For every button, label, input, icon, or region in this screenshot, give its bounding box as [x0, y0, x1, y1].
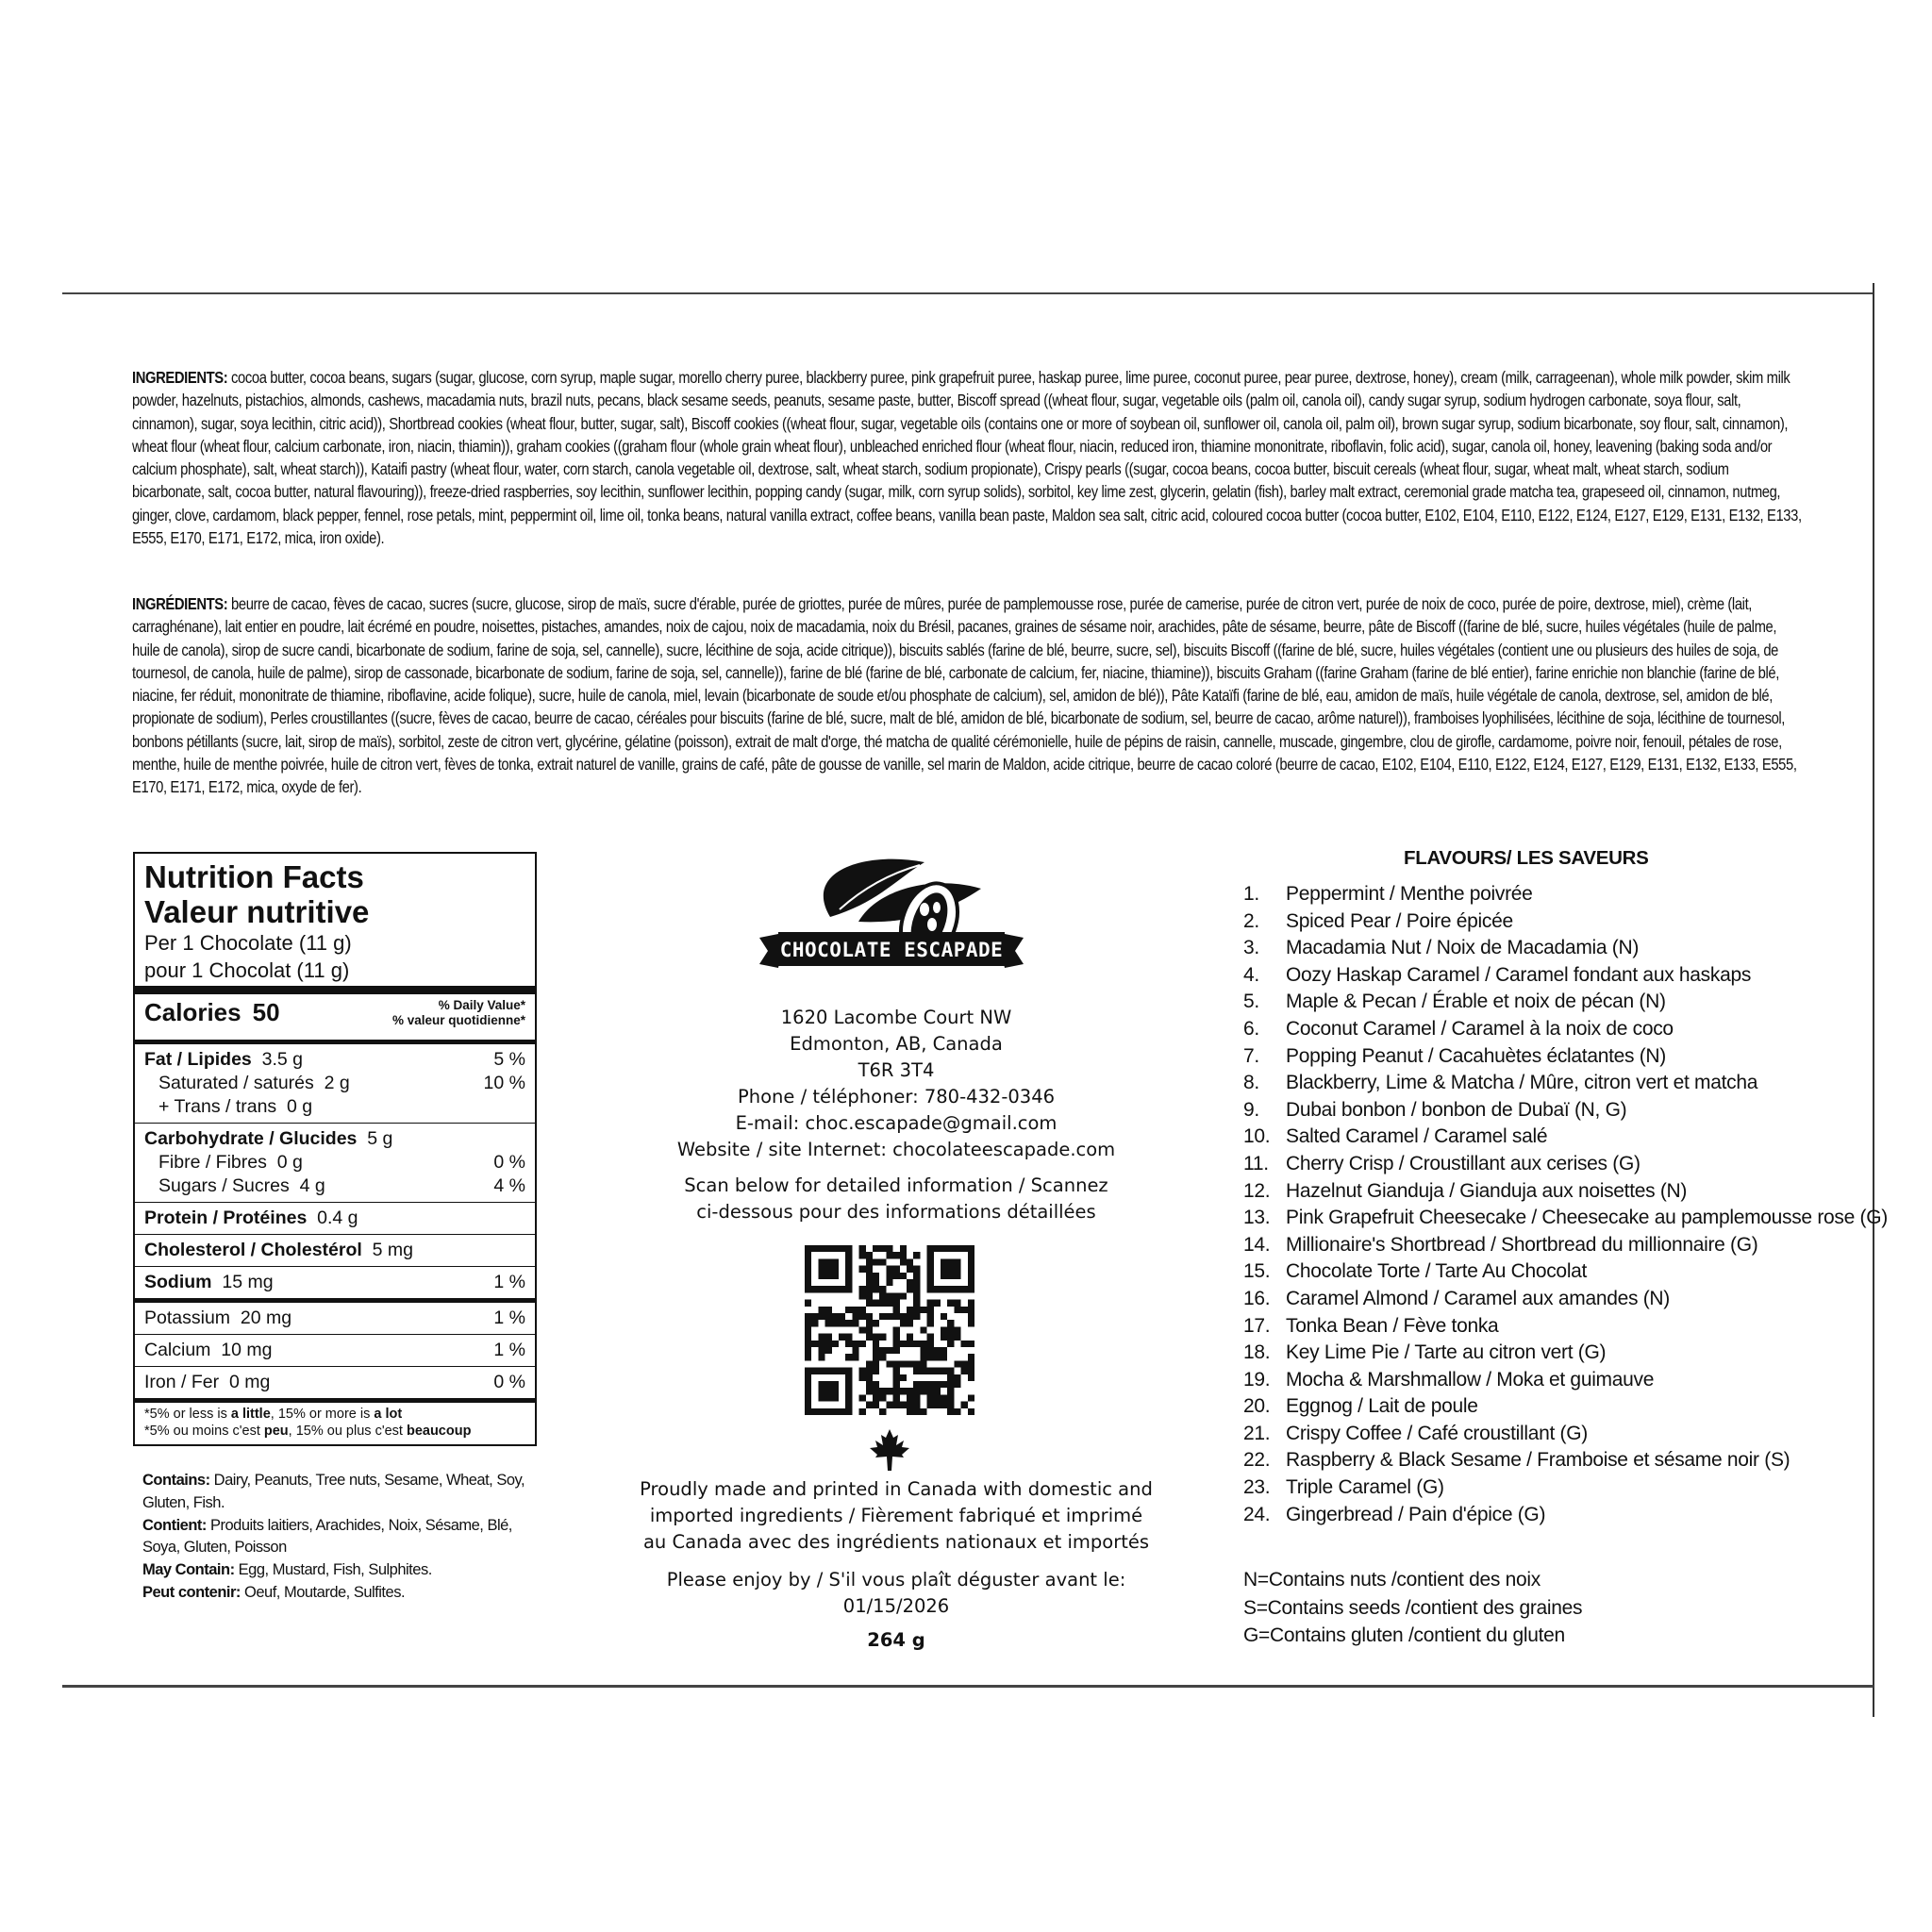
flavour-item: [1243, 1421, 1904, 1448]
address-line-2: Edmonton, AB, Canada: [790, 1033, 1003, 1055]
ingredients-english: [132, 366, 1804, 549]
flavour-name: Eggnog / Lait de poule: [1286, 1395, 1478, 1418]
flavour-name: Triple Caramel (G): [1286, 1476, 1444, 1499]
flavour-number: 6.: [1243, 1017, 1259, 1040]
bottom-edge-line: [62, 1685, 1874, 1688]
flavour-number: 16.: [1243, 1287, 1271, 1309]
top-edge-line: [62, 292, 1874, 294]
flavour-number: 22.: [1243, 1449, 1271, 1472]
flavour-item: [1243, 1070, 1904, 1097]
flavour-name: Key Lime Pie / Tarte au citron vert (G): [1286, 1341, 1607, 1364]
daily-value-header-en: % Daily Value*: [438, 998, 525, 1012]
nutrient-row: Fibre / Fibres 0 g 0 %: [158, 1152, 525, 1173]
made-in-canada: [623, 1476, 1170, 1654]
flavour-number: 5.: [1243, 991, 1259, 1013]
flavour-name: Raspberry & Black Sesame / Framboise et sésame noir (S): [1286, 1449, 1790, 1472]
flavour-name: Mocha & Marshmallow / Moka et guimauve: [1286, 1368, 1655, 1391]
flavour-item: [1243, 1367, 1904, 1394]
flavours-list: [1243, 881, 1904, 1528]
flavour-item: [1243, 962, 1904, 990]
flavour-number: 24.: [1243, 1503, 1271, 1525]
flavour-legend: [1243, 1566, 1582, 1650]
flavour-item: [1243, 1502, 1904, 1529]
address-line-1: 1620 Lacombe Court NW: [780, 1007, 1012, 1028]
nutrient-row: Saturated / saturés 2 g 10 %: [158, 1073, 525, 1093]
maple-leaf-icon: [870, 1429, 909, 1471]
flavour-name: Maple & Pecan / Érable et noix de pécan (N): [1286, 991, 1666, 1013]
nutrient-row: Sodium 15 mg 1 %: [144, 1272, 525, 1292]
nutrient-row: Iron / Fer 0 mg 0 %: [144, 1372, 525, 1392]
company-info: [623, 1005, 1170, 1225]
flavour-number: 8.: [1243, 1072, 1259, 1094]
ingredients-fr-text: beurre de cacao, fèves de cacao, sucres (sucre, glucose, sirop de maïs, sucre d'érable, purée de griottes, purée de mûres, purée de pamplemousse rose, purée de camerise, purée de citron vert, purée de noix de coco, purée de poire, dextrose, miel), crème (lait, carraghénane), lait entier en poudre, lait écrémé en poudre, noisettes, pistaches, amandes, noix de cajou, noix de macadamia, noix du Brésil, pacanes, graines de sésame noir, arachides, pâte de sésame, beurre, pâte de Biscoff ((farine de blé, sucre, huiles végétales (huile de palme, huile de canola), sirop de sucre candi, bicarbonate de sodium, farine de soja, sel, cannelle), sucre, lécithine de soja, acide citrique)), biscuits sablés (farine de blé, beurre, sucre, sel), biscuits Biscoff ((farine de blé, sucre, huiles végétales (contient une ou plusieurs des huiles de soja, de tournesol, de canola, huile de palme), sirop de cassonade, bicarbonate de sodium, farine de soja, sel, cannelle)), farine de blé (farine de blé, carbonate de calcium, fer, niacine, thiamine)), biscuits Graham ((farine Graham (farine de blé entier), farine enrichie non blanchie (farine de blé, niacine, fer réduit, mononitrate de thiamine, riboflavine, acide folique), sucre, huile de canola, miel, levain (bicarbonate de soude et/ou phosphate de calcium), sel, amidon de blé)), Pâte Kataïfi (farine de blé, eau, amidon de maïs, huile végétale de canola, dextrose, sel, amidon de blé, propionate de sodium), Perles croustillantes ((sucre, fèves de cacao, beurre de cacao, céréales pour biscuits (farine de blé, sucre, malt de blé, amidon de blé, bicarbonate de sodium, sel, beurre de cacao, arôme naturel)), framboises lyophilisées, lécithine de soja, lécithine de tournesol, bonbons pétillants (sucre, lait, sirop de maïs), sorbitol, zeste de citron vert, glycérine, gélatine (poisson), extrait de malt d'orge, thé matcha de qualité cérémonielle, huile de pépins de raisin, cannelle, muscade, gingembre, clou de girofle, cardamome, poivre noir, fenouil, pétales de rose, menthe, huile de menthe poivrée, huile de citron vert, fèves de tonka, extrait naturel de vanille, grains de café, pâte de gousse de vanille, sel marin de Maldon, acide citrique, beurre de cacao coloré (beurre de cacao, E102, E104, E110, E122, E124, E127, E129, E131, E132, E133, E555, E170, E171, E172, mica, oxyde de fer).: [132, 594, 1797, 797]
calories-row: [144, 994, 525, 1040]
email: E-mail: choc.escapade@gmail.com: [735, 1112, 1058, 1134]
legend-seeds: S=Contains seeds /contient des graines: [1243, 1596, 1583, 1619]
nutrient-row: Protein / Protéines 0.4 g: [144, 1208, 358, 1228]
nutrition-facts-table: [133, 852, 537, 1446]
serving-size-fr: pour 1 Chocolat (11 g): [144, 958, 350, 982]
flavour-name: Caramel Almond / Caramel aux amandes (N): [1286, 1287, 1670, 1309]
flavour-number: 10.: [1243, 1125, 1271, 1148]
flavour-name: Blackberry, Lime & Matcha / Mûre, citron vert et matcha: [1286, 1072, 1758, 1094]
flavour-name: Hazelnut Gianduja / Gianduja aux noisettes (N): [1286, 1179, 1688, 1202]
flavour-number: 3.: [1243, 937, 1259, 959]
flavour-item: [1243, 1447, 1904, 1474]
flavour-name: Pink Grapefruit Cheesecake / Cheesecake au pamplemousse rose (G): [1286, 1207, 1888, 1229]
flavour-number: 23.: [1243, 1476, 1271, 1499]
legend-nuts: N=Contains nuts /contient des noix: [1243, 1569, 1541, 1591]
flavour-name: Salted Caramel / Caramel salé: [1286, 1125, 1548, 1148]
daily-value-header-fr: % valeur quotidienne*: [391, 1013, 525, 1027]
flavour-number: 20.: [1243, 1395, 1271, 1418]
calories-value: 50: [252, 998, 280, 1026]
flavour-item: [1243, 1097, 1904, 1124]
phone: Phone / téléphoner: 780-432-0346: [737, 1086, 1056, 1108]
allergen-statement: Contains: Dairy, Peanuts, Tree nuts, Sesame, Wheat, Soy, Gluten, Fish. Contient: Produits laitiers, Arachides, Noix, Sésame, Blé, Soya, Gluten, Poisson May Contain: Egg, Mustard, Fish, Sulphites. Peut contenir: Oeuf, Moutarde, Sulfites.: [142, 1472, 525, 1601]
postal-code: T6R 3T4: [858, 1059, 935, 1081]
flavour-name: Spiced Pear / Poire épicée: [1286, 909, 1513, 932]
ingredients-label: INGREDIENTS:: [132, 368, 228, 387]
flavour-item: [1243, 1232, 1904, 1259]
nutrition-title-en: Nutrition Facts: [144, 859, 364, 894]
scan-instruction-1: Scan below for detailed information / Scannez: [684, 1174, 1108, 1196]
flavour-number: 18.: [1243, 1341, 1271, 1364]
flavour-number: 17.: [1243, 1314, 1271, 1337]
flavour-name: Chocolate Torte / Tarte Au Chocolat: [1286, 1260, 1588, 1283]
flavour-item: [1243, 989, 1904, 1016]
flavour-name: Tonka Bean / Fève tonka: [1286, 1314, 1499, 1337]
flavour-item: [1243, 1205, 1904, 1232]
flavour-name: Millionaire's Shortbread / Shortbread du millionnaire (G): [1286, 1233, 1758, 1256]
flavour-item: [1243, 1393, 1904, 1421]
nutrient-row: Fat / Lipides 3.5 g 5 %: [144, 1049, 525, 1070]
flavour-number: 15.: [1243, 1260, 1271, 1283]
nutrient-row: Carbohydrate / Glucides 5 g: [144, 1128, 393, 1149]
flavour-number: 12.: [1243, 1179, 1271, 1202]
flavour-number: 9.: [1243, 1098, 1259, 1121]
flavour-item: [1243, 1016, 1904, 1043]
flavour-number: 7.: [1243, 1044, 1259, 1067]
flavour-number: 14.: [1243, 1233, 1271, 1256]
flavour-item: [1243, 1286, 1904, 1313]
flavour-number: 19.: [1243, 1368, 1271, 1391]
chocolate-escapade-logo: [745, 851, 1038, 983]
daily-value-footnote: *5% or less is a little, 15% or more is a lot *5% ou moins c'est peu, 15% ou plus c'est beaucoup: [144, 1407, 472, 1439]
flavour-item: [1243, 908, 1904, 936]
flavour-item: [1243, 1258, 1904, 1286]
flavour-name: Oozy Haskap Caramel / Caramel fondant aux haskaps: [1286, 963, 1752, 986]
proud-line-3: au Canada avec des ingrédients nationaux et importés: [642, 1531, 1150, 1553]
nutrient-row: Potassium 20 mg 1 %: [144, 1307, 525, 1328]
flavour-item: [1243, 1474, 1904, 1502]
flavour-name: Macadamia Nut / Noix de Macadamia (N): [1286, 937, 1640, 959]
best-before-label: Please enjoy by / S'il vous plaît déguster avant le:: [666, 1569, 1126, 1591]
serving-size-en: Per 1 Chocolate (11 g): [144, 931, 352, 955]
flavour-number: 11.: [1243, 1152, 1269, 1174]
flavour-name: Cherry Crisp / Croustillant aux cerises (G): [1286, 1152, 1641, 1174]
flavour-item: [1243, 1151, 1904, 1178]
flavour-item: [1243, 1043, 1904, 1071]
flavour-item: [1243, 881, 1904, 908]
net-weight: 264 g: [867, 1629, 925, 1651]
calories-label: Calories: [144, 998, 242, 1026]
nutrient-row: Sugars / Sucres 4 g 4 %: [158, 1175, 525, 1196]
flavour-name: Gingerbread / Pain d'épice (G): [1286, 1503, 1546, 1525]
flavour-item: [1243, 1178, 1904, 1206]
flavour-number: 1.: [1243, 883, 1259, 905]
flavour-name: Peppermint / Menthe poivrée: [1286, 883, 1533, 905]
proud-line-2: imported ingredients / Fièrement fabriqué et imprimé: [649, 1505, 1143, 1526]
website: Website / site Internet: chocolateescapade.com: [676, 1139, 1116, 1160]
ingredients-text: cocoa butter, cocoa beans, sugars (sugar, glucose, corn syrup, maple sugar, morello cherry puree, blackberry puree, pink grapefruit puree, haskap puree, lime puree, coconut puree, pear puree, dextrose, honey), cream (milk, carrageenan), whole milk powder, skim milk powder, hazelnuts, pistachios, almonds, cashews, macadamia nuts, brazil nuts, pecans, black sesame seeds, peanuts, sesame paste, butter, Biscoff spread ((wheat flour, sugar, vegetable oils (palm oil, canola oil), candy sugar syrup, sodium hydrogen carbonate, soya flour, salt, cinnamon), sugar, soya lecithin, citric acid)), Shortbread cookies (wheat flour, butter, sugar, salt), Biscoff cookies ((wheat flour, sugar, vegetable oils (contains one or more of soybean oil, sunflower oil, canola oil, palm oil), brown sugar syrup, sodium bicarbonate, soy flour, salt, cinnamon), wheat flour (wheat flour, calcium carbonate, iron, niacin, thiamin)), graham cookies ((graham flour (whole grain wheat flour), unbleached enriched flour (wheat flour, niacin, reduced iron, thiamine mononitrate, riboflavin, folic acid), sugar, canola oil, honey, leavening (baking soda and/or calcium phosphate), salt, wheat starch)), Kataifi pastry (wheat flour, water, corn starch, canola vegetable oil, dextrose, salt, wheat starch, sodium propionate), Crispy pearls ((sugar, cocoa beans, cocoa butter, biscuit cereals (wheat flour, sugar, wheat malt, wheat starch, sodium bicarbonate, salt, cocoa butter, natural flavouring)), freeze-dried raspberries, soy lecithin, sunflower lecithin, popping candy (sugar, milk, corn syrup solids), sorbitol, key lime zest, glycerin, gelatin (fish), barley malt extract, ceremonial grade matcha tea, grapeseed oil, cinnamon, nutmeg, ginger, clove, cardamom, black pepper, fennel, rose petals, mint, peppermint oil, lime oil, tonka beans, natural vanilla extract, coffee beans, vanilla bean paste, Maldon sea salt, citric acid, coloured cocoa butter (cocoa butter, E102, E104, E110, E122, E124, E127, E129, E131, E132, E133, E555, E170, E171, E172, mica, iron oxide).: [132, 368, 1802, 548]
logo-wordmark: CHOCOLATE ESCAPADE: [779, 939, 1004, 961]
nutrient-row: + Trans / trans 0 g: [158, 1096, 313, 1117]
legend-gluten: G=Contains gluten /contient du gluten: [1243, 1624, 1565, 1646]
scan-instruction-2: ci-dessous pour des informations détaillées: [696, 1201, 1096, 1223]
flavour-item: [1243, 935, 1904, 962]
best-before-date: 01/15/2026: [842, 1595, 950, 1617]
qr-code[interactable]: [805, 1245, 974, 1415]
nutrient-row: Calcium 10 mg 1 %: [144, 1340, 525, 1360]
flavour-name: Popping Peanut / Cacahuètes éclatantes (N): [1286, 1044, 1666, 1067]
flavours-title: FLAVOURS/ LES SAVEURS: [1404, 847, 1649, 869]
flavour-number: 4.: [1243, 963, 1259, 986]
flavour-name: Dubai bonbon / bonbon de Dubaï (N, G): [1286, 1098, 1627, 1121]
flavour-item: [1243, 1340, 1904, 1367]
flavour-item: [1243, 1313, 1904, 1341]
ingredients-french: [132, 592, 1804, 799]
flavour-item: [1243, 1124, 1904, 1151]
flavour-number: 2.: [1243, 909, 1259, 932]
flavour-name: Crispy Coffee / Café croustillant (G): [1286, 1422, 1588, 1444]
flavour-name: Coconut Caramel / Caramel à la noix de coco: [1286, 1017, 1674, 1040]
proud-line-1: Proudly made and printed in Canada with domestic and: [640, 1478, 1153, 1500]
nutrient-row: Cholesterol / Cholestérol 5 mg: [144, 1240, 413, 1260]
nutrition-title-fr: Valeur nutritive: [144, 894, 370, 929]
flavour-number: 21.: [1243, 1422, 1271, 1444]
ingredients-fr-label: INGRÉDIENTS:: [132, 594, 228, 613]
flavour-number: 13.: [1243, 1207, 1271, 1229]
